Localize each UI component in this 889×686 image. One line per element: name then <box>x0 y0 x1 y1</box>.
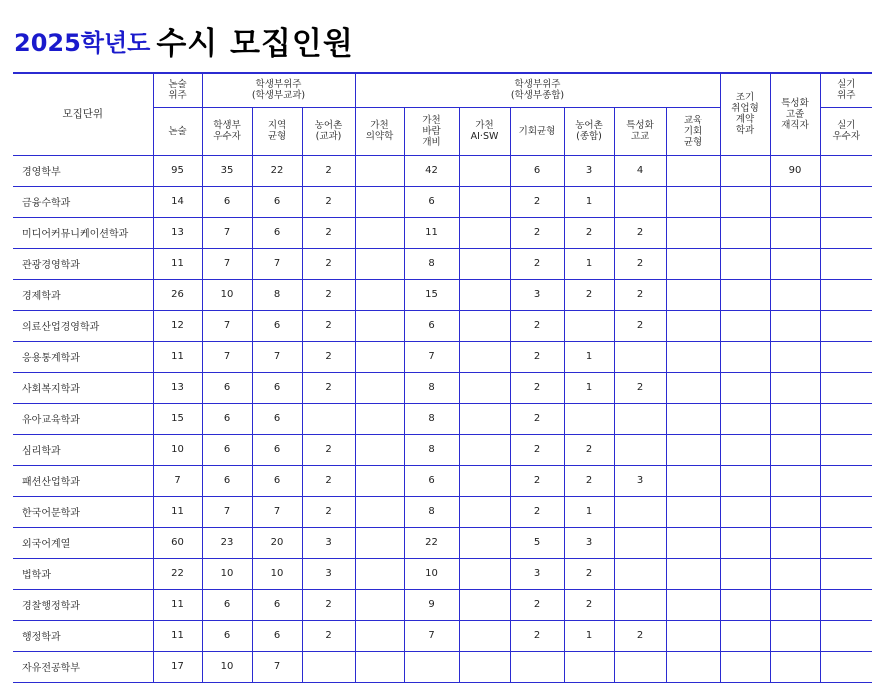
quota-cell: 1 <box>564 496 614 527</box>
quota-cell <box>459 496 510 527</box>
quota-cell: 2 <box>510 434 564 465</box>
quota-cell: 11 <box>153 589 202 620</box>
header-sub-practical: 실기 우수자 <box>820 107 872 155</box>
quota-cell <box>666 527 720 558</box>
quota-cell <box>770 465 820 496</box>
quota-cell: 2 <box>510 186 564 217</box>
quota-cell: 2 <box>510 465 564 496</box>
quota-cell: 7 <box>252 651 302 682</box>
quota-cell: 13 <box>153 217 202 248</box>
quota-cell: 15 <box>404 279 459 310</box>
quota-cell <box>720 248 770 279</box>
quota-cell <box>459 279 510 310</box>
quota-cell: 6 <box>252 403 302 434</box>
header-sub: 가천 바람 개비 <box>404 107 459 155</box>
quota-cell <box>770 496 820 527</box>
unit-name-cell: 자유전공학부 <box>13 651 153 682</box>
quota-cell <box>614 434 666 465</box>
quota-cell: 7 <box>202 341 252 372</box>
quota-cell <box>820 217 872 248</box>
quota-cell: 1 <box>564 341 614 372</box>
quota-cell: 8 <box>404 403 459 434</box>
quota-cell: 15 <box>153 403 202 434</box>
quota-cell <box>666 651 720 682</box>
quota-cell <box>459 651 510 682</box>
quota-cell: 7 <box>252 496 302 527</box>
quota-cell <box>770 527 820 558</box>
unit-name-cell: 관광경영학과 <box>13 248 153 279</box>
quota-cell: 6 <box>202 372 252 403</box>
quota-cell: 6 <box>252 310 302 341</box>
quota-cell <box>820 434 872 465</box>
page-title <box>14 18 354 62</box>
header-sub: 논술 <box>153 107 202 155</box>
quota-cell: 6 <box>510 155 564 186</box>
quota-cell <box>459 341 510 372</box>
quota-cell <box>720 558 770 589</box>
unit-name-cell: 경제학과 <box>13 279 153 310</box>
unit-name-cell: 패션산업학과 <box>13 465 153 496</box>
table-row <box>13 217 872 248</box>
quota-cell: 7 <box>153 465 202 496</box>
quota-cell: 2 <box>510 310 564 341</box>
unit-name-cell: 행정학과 <box>13 620 153 651</box>
quota-cell: 11 <box>404 217 459 248</box>
table-row <box>13 496 872 527</box>
quota-cell <box>666 310 720 341</box>
table-row <box>13 186 872 217</box>
quota-cell: 2 <box>510 620 564 651</box>
quota-cell: 8 <box>404 434 459 465</box>
quota-cell: 1 <box>564 620 614 651</box>
quota-cell <box>459 248 510 279</box>
table-row <box>13 434 872 465</box>
quota-cell: 6 <box>252 589 302 620</box>
quota-cell <box>770 279 820 310</box>
quota-cell <box>820 651 872 682</box>
unit-name-cell: 금융수학과 <box>13 186 153 217</box>
quota-cell: 3 <box>302 558 355 589</box>
header-sub: 농어촌 (종합) <box>564 107 614 155</box>
quota-cell <box>770 341 820 372</box>
table-row <box>13 403 872 434</box>
quota-cell <box>355 372 404 403</box>
quota-cell <box>666 558 720 589</box>
quota-cell <box>564 403 614 434</box>
quota-cell <box>355 589 404 620</box>
quota-cell: 2 <box>614 248 666 279</box>
table-row <box>13 310 872 341</box>
quota-cell: 3 <box>510 279 564 310</box>
quota-cell <box>614 651 666 682</box>
quota-cell <box>614 496 666 527</box>
quota-cell <box>614 186 666 217</box>
quota-cell <box>720 372 770 403</box>
quota-cell: 2 <box>614 279 666 310</box>
quota-cell <box>614 527 666 558</box>
quota-cell <box>820 527 872 558</box>
quota-cell: 6 <box>404 465 459 496</box>
header-group-practical: 실기 위주 <box>820 73 872 107</box>
quota-cell <box>770 372 820 403</box>
quota-cell <box>459 186 510 217</box>
quota-cell: 2 <box>614 372 666 403</box>
quota-cell <box>564 651 614 682</box>
table-row <box>13 527 872 558</box>
quota-cell: 10 <box>202 279 252 310</box>
quota-cell <box>666 217 720 248</box>
header-sub: 교육 기회 균형 <box>666 107 720 155</box>
quota-cell: 7 <box>252 248 302 279</box>
unit-name-cell: 유아교육학과 <box>13 403 153 434</box>
quota-cell <box>302 651 355 682</box>
header-sub: 학생부 우수자 <box>202 107 252 155</box>
table-row <box>13 620 872 651</box>
quota-cell: 5 <box>510 527 564 558</box>
quota-cell <box>820 248 872 279</box>
quota-cell <box>459 372 510 403</box>
quota-cell <box>355 403 404 434</box>
quota-cell <box>720 341 770 372</box>
quota-cell <box>459 465 510 496</box>
quota-cell <box>666 341 720 372</box>
quota-cell <box>355 434 404 465</box>
quota-cell <box>459 527 510 558</box>
quota-cell <box>459 558 510 589</box>
quota-cell <box>355 558 404 589</box>
quota-cell <box>614 558 666 589</box>
unit-name-cell: 응용통계학과 <box>13 341 153 372</box>
unit-name-cell: 경영학부 <box>13 155 153 186</box>
admissions-table <box>13 72 872 683</box>
quota-cell: 6 <box>202 465 252 496</box>
quota-cell: 10 <box>202 558 252 589</box>
quota-cell <box>355 310 404 341</box>
quota-cell: 3 <box>564 155 614 186</box>
table-body <box>13 155 872 682</box>
quota-cell <box>720 527 770 558</box>
table-row <box>13 155 872 186</box>
quota-cell: 2 <box>510 403 564 434</box>
quota-cell <box>614 341 666 372</box>
quota-cell <box>459 434 510 465</box>
quota-cell <box>459 403 510 434</box>
quota-cell <box>666 372 720 403</box>
quota-cell <box>355 620 404 651</box>
quota-cell: 2 <box>302 310 355 341</box>
quota-cell <box>355 496 404 527</box>
quota-cell <box>666 496 720 527</box>
quota-cell: 2 <box>510 217 564 248</box>
header-group-special: 특성화 고졸 재직자 <box>770 73 820 155</box>
quota-cell <box>666 620 720 651</box>
quota-cell: 2 <box>302 217 355 248</box>
quota-cell: 2 <box>564 558 614 589</box>
header-unit: 모집단위 <box>13 73 153 155</box>
quota-cell <box>355 465 404 496</box>
quota-cell: 6 <box>202 403 252 434</box>
header-group-essay: 논술 위주 <box>153 73 202 107</box>
quota-cell: 6 <box>202 186 252 217</box>
quota-cell: 8 <box>404 248 459 279</box>
table-row <box>13 279 872 310</box>
quota-cell: 1 <box>564 186 614 217</box>
quota-cell: 22 <box>153 558 202 589</box>
quota-cell: 7 <box>404 620 459 651</box>
quota-cell <box>720 186 770 217</box>
quota-cell <box>720 496 770 527</box>
quota-cell <box>720 589 770 620</box>
quota-cell <box>820 341 872 372</box>
quota-cell <box>355 341 404 372</box>
quota-cell: 13 <box>153 372 202 403</box>
quota-cell <box>404 651 459 682</box>
quota-cell <box>820 558 872 589</box>
quota-cell: 11 <box>153 496 202 527</box>
quota-cell <box>666 155 720 186</box>
quota-cell <box>355 155 404 186</box>
quota-cell: 10 <box>153 434 202 465</box>
quota-cell: 95 <box>153 155 202 186</box>
quota-cell <box>820 186 872 217</box>
quota-cell <box>720 651 770 682</box>
quota-cell <box>355 248 404 279</box>
table-row <box>13 341 872 372</box>
quota-cell: 2 <box>302 155 355 186</box>
header-group-record-subject: 학생부위주 (학생부교과) <box>202 73 355 107</box>
quota-cell <box>355 527 404 558</box>
quota-cell: 6 <box>252 620 302 651</box>
quota-cell: 3 <box>614 465 666 496</box>
title-main: 수시 모집인원 <box>156 26 354 62</box>
quota-cell: 12 <box>153 310 202 341</box>
quota-cell <box>820 310 872 341</box>
header-sub: 농어촌 (교과) <box>302 107 355 155</box>
unit-name-cell: 심리학과 <box>13 434 153 465</box>
quota-cell <box>355 651 404 682</box>
unit-name-cell: 의료산업경영학과 <box>13 310 153 341</box>
quota-cell <box>666 248 720 279</box>
quota-cell <box>770 186 820 217</box>
quota-cell <box>720 217 770 248</box>
quota-cell <box>770 310 820 341</box>
quota-cell: 20 <box>252 527 302 558</box>
table-row <box>13 372 872 403</box>
quota-cell: 2 <box>564 434 614 465</box>
table-row <box>13 589 872 620</box>
quota-cell: 2 <box>614 217 666 248</box>
header-sub: 가천 AI·SW <box>459 107 510 155</box>
quota-cell: 2 <box>510 372 564 403</box>
quota-cell <box>820 620 872 651</box>
quota-cell <box>614 589 666 620</box>
quota-cell: 2 <box>302 496 355 527</box>
quota-cell <box>770 248 820 279</box>
quota-cell: 22 <box>404 527 459 558</box>
quota-cell: 10 <box>202 651 252 682</box>
quota-cell <box>770 589 820 620</box>
quota-cell <box>770 434 820 465</box>
quota-cell: 6 <box>252 465 302 496</box>
quota-cell: 6 <box>252 186 302 217</box>
quota-cell: 6 <box>202 434 252 465</box>
quota-cell: 7 <box>202 496 252 527</box>
unit-name-cell: 외국어계열 <box>13 527 153 558</box>
quota-cell <box>355 279 404 310</box>
quota-cell <box>666 465 720 496</box>
quota-cell <box>720 155 770 186</box>
quota-cell: 2 <box>510 496 564 527</box>
quota-cell <box>770 558 820 589</box>
unit-name-cell: 법학과 <box>13 558 153 589</box>
quota-cell: 6 <box>202 620 252 651</box>
quota-cell: 6 <box>252 434 302 465</box>
quota-cell: 2 <box>614 620 666 651</box>
quota-cell: 2 <box>564 217 614 248</box>
quota-cell: 35 <box>202 155 252 186</box>
quota-cell <box>666 279 720 310</box>
quota-cell <box>459 310 510 341</box>
header-sub: 기회균형 <box>510 107 564 155</box>
quota-cell <box>510 651 564 682</box>
quota-cell: 2 <box>510 341 564 372</box>
quota-cell: 2 <box>302 465 355 496</box>
quota-cell <box>820 372 872 403</box>
quota-cell: 7 <box>202 310 252 341</box>
quota-cell <box>820 403 872 434</box>
quota-cell <box>720 620 770 651</box>
quota-cell: 2 <box>302 589 355 620</box>
quota-cell: 4 <box>614 155 666 186</box>
quota-cell: 14 <box>153 186 202 217</box>
quota-cell: 2 <box>302 279 355 310</box>
quota-cell: 2 <box>302 248 355 279</box>
quota-cell <box>666 589 720 620</box>
quota-cell <box>770 403 820 434</box>
quota-cell <box>820 465 872 496</box>
quota-cell: 2 <box>302 372 355 403</box>
quota-cell: 6 <box>404 310 459 341</box>
quota-cell: 11 <box>153 341 202 372</box>
quota-cell: 3 <box>564 527 614 558</box>
quota-cell: 6 <box>202 589 252 620</box>
table-row <box>13 651 872 682</box>
quota-cell <box>720 434 770 465</box>
quota-cell <box>614 403 666 434</box>
quota-cell <box>720 403 770 434</box>
quota-cell: 2 <box>564 279 614 310</box>
quota-cell: 9 <box>404 589 459 620</box>
quota-cell <box>770 620 820 651</box>
table-row <box>13 465 872 496</box>
quota-cell: 2 <box>302 341 355 372</box>
header-group-record-comprehensive: 학생부위주 (학생부종합) <box>355 73 720 107</box>
unit-name-cell: 경찰행정학과 <box>13 589 153 620</box>
quota-cell <box>355 217 404 248</box>
quota-cell: 11 <box>153 620 202 651</box>
quota-cell: 3 <box>510 558 564 589</box>
quota-cell <box>459 589 510 620</box>
quota-cell: 8 <box>404 496 459 527</box>
quota-cell: 42 <box>404 155 459 186</box>
quota-cell: 6 <box>404 186 459 217</box>
quota-cell: 90 <box>770 155 820 186</box>
quota-cell <box>820 496 872 527</box>
quota-cell: 2 <box>564 465 614 496</box>
quota-cell: 7 <box>404 341 459 372</box>
quota-cell <box>459 217 510 248</box>
header-sub: 특성화 고교 <box>614 107 666 155</box>
quota-cell: 2 <box>510 248 564 279</box>
quota-cell <box>302 403 355 434</box>
quota-cell <box>666 434 720 465</box>
quota-cell <box>820 589 872 620</box>
quota-cell <box>666 403 720 434</box>
quota-cell <box>459 155 510 186</box>
quota-cell <box>459 620 510 651</box>
unit-name-cell: 사회복지학과 <box>13 372 153 403</box>
quota-cell: 26 <box>153 279 202 310</box>
quota-cell <box>720 310 770 341</box>
quota-cell: 11 <box>153 248 202 279</box>
header-sub: 가천 의약학 <box>355 107 404 155</box>
unit-name-cell: 한국어문학과 <box>13 496 153 527</box>
quota-cell: 60 <box>153 527 202 558</box>
quota-cell: 3 <box>302 527 355 558</box>
quota-cell: 1 <box>564 248 614 279</box>
quota-cell: 2 <box>302 186 355 217</box>
quota-cell: 8 <box>252 279 302 310</box>
quota-cell <box>770 217 820 248</box>
quota-cell <box>666 186 720 217</box>
quota-cell: 2 <box>510 589 564 620</box>
header-sub: 지역 균형 <box>252 107 302 155</box>
quota-cell: 2 <box>302 434 355 465</box>
quota-cell: 7 <box>202 217 252 248</box>
quota-cell: 6 <box>252 217 302 248</box>
quota-cell <box>355 186 404 217</box>
quota-cell <box>564 310 614 341</box>
table-row <box>13 248 872 279</box>
header-group-early: 조기 취업형 계약 학과 <box>720 73 770 155</box>
quota-cell: 10 <box>404 558 459 589</box>
quota-cell <box>820 279 872 310</box>
unit-name-cell: 미디어커뮤니케이션학과 <box>13 217 153 248</box>
quota-cell: 10 <box>252 558 302 589</box>
quota-cell: 7 <box>252 341 302 372</box>
quota-cell <box>720 279 770 310</box>
quota-cell: 2 <box>614 310 666 341</box>
table-row <box>13 558 872 589</box>
quota-cell: 2 <box>302 620 355 651</box>
quota-cell: 1 <box>564 372 614 403</box>
quota-cell: 17 <box>153 651 202 682</box>
title-year: 2025학년도 <box>14 29 151 57</box>
quota-cell: 7 <box>202 248 252 279</box>
quota-cell <box>720 465 770 496</box>
quota-cell: 22 <box>252 155 302 186</box>
quota-cell <box>820 155 872 186</box>
quota-cell: 8 <box>404 372 459 403</box>
quota-cell <box>770 651 820 682</box>
quota-cell: 23 <box>202 527 252 558</box>
quota-cell: 2 <box>564 589 614 620</box>
quota-cell: 6 <box>252 372 302 403</box>
